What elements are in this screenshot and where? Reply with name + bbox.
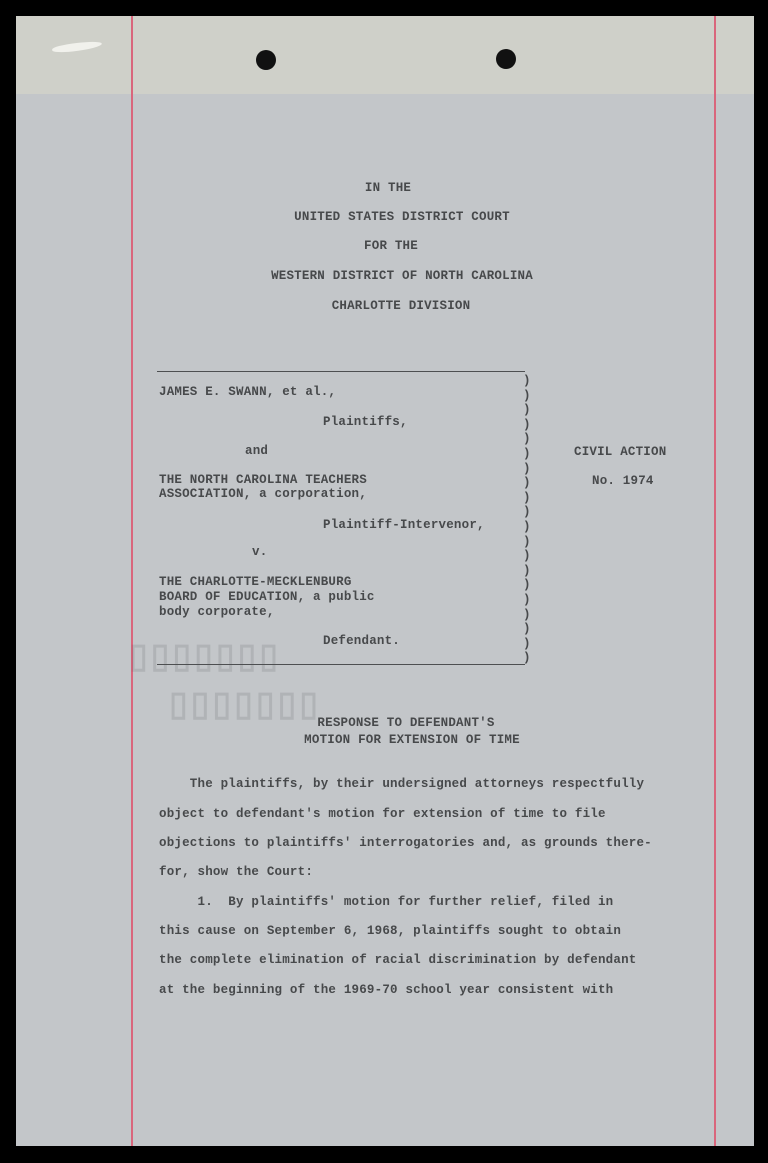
body-line: for, show the Court: <box>159 865 314 879</box>
right-margin-line <box>714 16 716 1146</box>
court-heading-line: CHARLOTTE DIVISION <box>331 299 471 313</box>
civil-action-label: CIVIL ACTION <box>574 445 667 459</box>
body-line: 1. By plaintiffs' motion for further relief, filed in <box>159 895 614 909</box>
defendant-name-line: THE CHARLOTTE-MECKLENBURG <box>159 575 352 589</box>
body-line: The plaintiffs, by their undersigned attorneys respectfully <box>159 777 645 791</box>
body-line: object to defendant's motion for extension of time to file <box>159 807 606 821</box>
defendant-name-line: body corporate, <box>159 605 275 619</box>
paper-top-band <box>16 16 754 94</box>
defendant-name-line: BOARD OF EDUCATION, a public <box>159 590 375 604</box>
defendant-label: Defendant. <box>323 634 401 648</box>
caption-and: and <box>245 444 269 458</box>
court-heading-line: FOR THE <box>364 239 418 253</box>
intervenor-name-line: THE NORTH CAROLINA TEACHERS <box>159 473 367 487</box>
caption-versus: v. <box>252 545 268 559</box>
document-title-line: MOTION FOR EXTENSION OF TIME <box>304 733 520 747</box>
bleed-through-mark: ▯▯▯▯▯▯▯ <box>166 685 318 723</box>
plaintiffs-label: Plaintiffs, <box>323 415 408 429</box>
intervenor-name-line: ASSOCIATION, a corporation, <box>159 487 367 501</box>
body-line: objections to plaintiffs' interrogatories and, as grounds there- <box>159 836 652 850</box>
intervenor-label: Plaintiff-Intervenor, <box>323 518 485 532</box>
court-heading-line: UNITED STATES DISTRICT COURT <box>294 210 510 224</box>
body-line: this cause on September 6, 1968, plaintiffs sought to obtain <box>159 924 622 938</box>
caption-paren-column: ) ) ) ) ) ) ) ) ) ) ) ) ) ) ) ) ) ) ) ) <box>523 374 531 666</box>
bleed-through-mark: ▯▯▯▯▯▯▯ <box>126 637 278 675</box>
court-heading-line: IN THE <box>364 181 412 195</box>
body-line: at the beginning of the 1969-70 school year consistent with <box>159 983 614 997</box>
case-number: No. 1974 <box>592 474 654 488</box>
punch-hole-left <box>256 50 276 70</box>
document-title-line: RESPONSE TO DEFENDANT'S <box>317 716 495 730</box>
body-line: the complete elimination of racial discrimination by defendant <box>159 953 637 967</box>
punch-hole-right <box>496 49 516 69</box>
left-margin-line <box>131 16 133 1146</box>
document-page <box>16 16 754 1146</box>
plaintiff-name: JAMES E. SWANN, et al., <box>159 385 337 399</box>
court-heading-line: WESTERN DISTRICT OF NORTH CAROLINA <box>271 269 533 283</box>
